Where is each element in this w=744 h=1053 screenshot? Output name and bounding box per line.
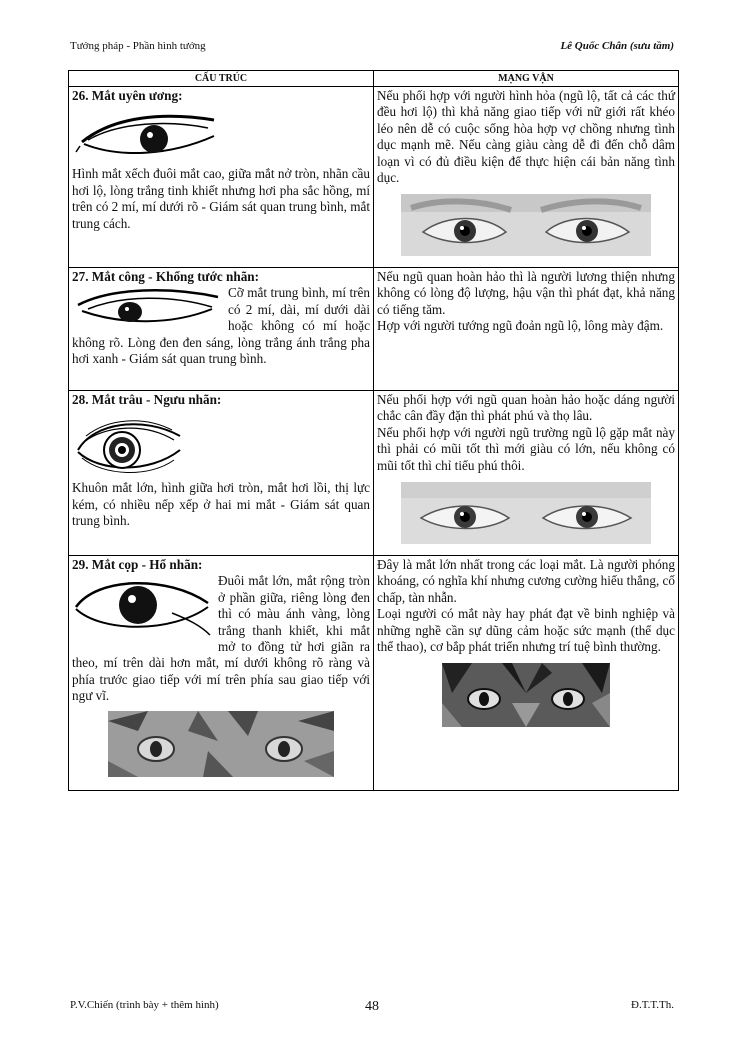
footer-left: P.V.Chiến (trình bày + thêm hình) [70, 999, 219, 1011]
table-row [69, 556, 679, 791]
eye-sketch-icon [72, 285, 222, 329]
eye-sketch-icon [74, 410, 184, 478]
structure-cell [69, 87, 374, 268]
row-title: 29. Mắt cọp - Hổ nhãn: [72, 557, 203, 572]
eye-sketch-icon [72, 573, 212, 639]
table-row [69, 391, 679, 556]
destiny-cell [374, 391, 679, 556]
destiny-cell [374, 268, 679, 391]
destiny-text: Loại người có mắt này hay phát đạt về binh nghiệp và những nghề cần sự dũng cảm hoặc sức mạnh (thể dục thể thao), cơ bắp phát triển nhưng trí tuệ bình thường. [377, 606, 675, 655]
table-header-row [69, 71, 679, 87]
tiger-eyes-photo-icon [442, 663, 610, 727]
structure-cell [69, 391, 374, 556]
table-row [69, 87, 679, 268]
row-title: 26. Mắt uyên ương: [72, 88, 183, 103]
destiny-cell [374, 556, 679, 791]
structure-cell [69, 268, 374, 391]
table-row [69, 268, 679, 391]
structure-text: Đuôi mắt lớn, mắt rộng tròn ở phần giữa, riêng lòng đen thì có màu ánh vàng, lòng trắng thanh khiết, khi mắt mở to đồng tử hơi giãn ra theo, mí trên dài hơn mắt, mí dưới không rõ ràng và phía trước giao tiếp với mí trên phía sau giao tiếp với ngư vĩ. [72, 573, 370, 704]
structure-text: Khuôn mắt lớn, hình giữa hơi tròn, mắt hơi lồi, thị lực kém, có nhiều nếp xếp ở hai mi mắt - Giám sát quan trung bình. [72, 480, 370, 529]
eyes-photo-icon [401, 194, 651, 256]
eye-types-table [68, 70, 679, 791]
destiny-text: Đây là mắt lớn nhất trong các loại mắt. Là người phóng khoáng, có nghĩa khí nhưng cương cường hiếu thắng, cố chấp, tàn nhẫn. [377, 557, 675, 605]
structure-text: Hình mắt xếch đuôi mắt cao, giữa mắt nở tròn, nhãn cầu hơi lộ, lòng trắng tinh khiết nhưng hơi pha sắc hồng, mí trên có 2 mí, mí dưới rõ - Giám sát quan trung bình, mắt trung cách. [72, 166, 370, 231]
structure-cell [69, 556, 374, 791]
destiny-cell [374, 87, 679, 268]
header-right: Lê Quốc Chân (sưu tầm) [560, 40, 674, 52]
eye-sketch-icon [74, 106, 224, 164]
structure-text: Cỡ mắt trung bình, mí trên có 2 mí, dài, mí dưới dài hoặc không có mí hoặc không rõ. Lòng đen đen sáng, lòng trắng ánh trắng pha hơi xanh - Giám sát quan trung bình. [72, 285, 370, 367]
destiny-text: Hợp với người tướng ngũ đoản ngũ lộ, lông mày đậm. [377, 318, 664, 334]
column-header-destiny: MẠNG VẬN [374, 71, 679, 87]
column-header-structure: CẤU TRÚC [69, 71, 374, 87]
row-title: 28. Mắt trâu - Ngưu nhãn: [72, 392, 222, 407]
destiny-text: Nếu ngũ quan hoàn hảo thì là người lương thiện nhưng không có lòng độ lượng, hậu vận thì phát đạt, khả năng có tiếng tăm. [377, 269, 675, 317]
destiny-text: Nếu phối hợp với người hình hỏa (ngũ lộ, tất cả các thứ đều hơi lộ) thì khả năng giao tiếp với nữ giới rất khéo léo nên dễ có cuộc sống hòa hợp vợ chồng nhưng tình dục mạnh mẽ. Nếu càng giàu càng dễ đi đến chỗ dâm loạn vì có đủ điều kiện để thực hiện cái bản năng tình dục. [377, 88, 675, 186]
eyes-photo-icon [401, 482, 651, 544]
destiny-text: Nếu phối hợp với ngũ quan hoàn hảo hoặc dáng người chắc cân đầy đặn thì phát phú và thọ lâu. [377, 392, 675, 424]
footer-right: Đ.T.T.Th. [631, 999, 674, 1011]
row-title: 27. Mắt công - Khổng tước nhãn: [72, 269, 260, 284]
page-number: 48 [365, 999, 379, 1014]
destiny-text: Nếu phối hợp với người ngũ trường ngũ lộ gặp mắt này thì phải có mũi tốt thì mới giàu có lớn, nếu không có mũi tốt thì chỉ tiểu phú thôi. [377, 424, 675, 473]
tiger-eyes-photo-icon [108, 711, 334, 777]
header-left: Tướng pháp - Phần hình tướng [70, 40, 206, 52]
